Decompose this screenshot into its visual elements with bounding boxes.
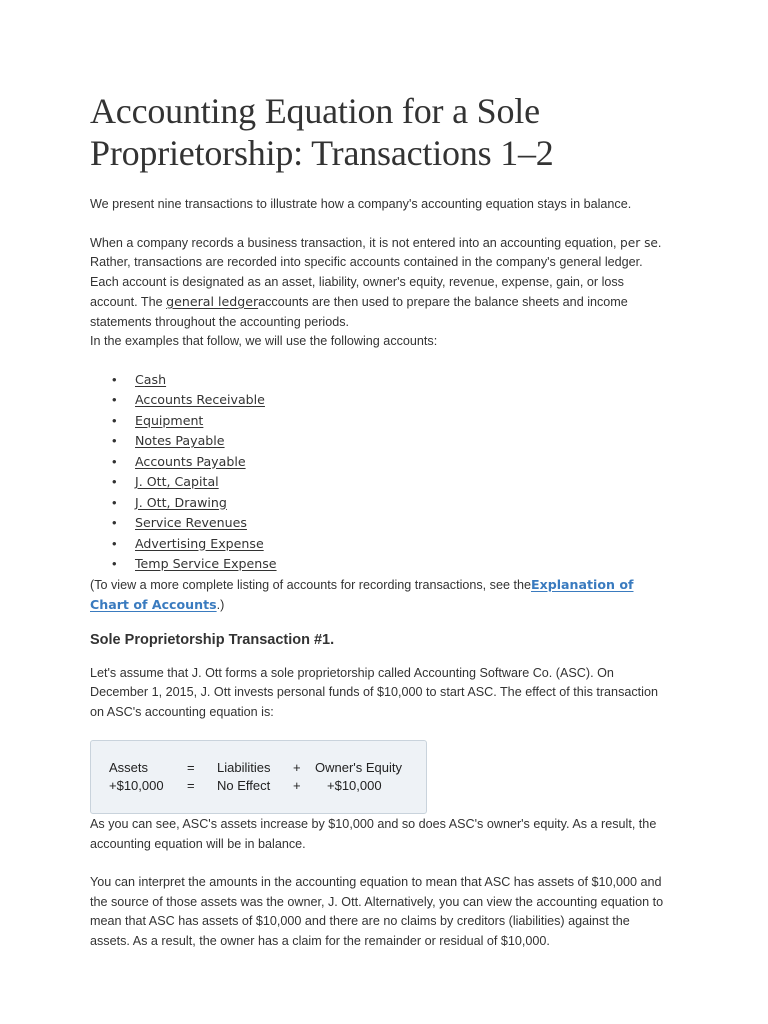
equation-equals-sign: =: [187, 760, 195, 775]
per-se-text: per se: [619, 235, 658, 250]
account-link-accounts-payable[interactable]: Accounts Payable: [135, 453, 246, 469]
list-item: [90, 472, 672, 493]
examples-intro: In the examples that follow, we will use the following accounts:: [90, 334, 438, 348]
list-item: [90, 411, 672, 432]
bullet: •: [112, 494, 117, 510]
ledger-text-2: . Rather, transactions are recorded into specific accounts contained in the company's general ledger. Each account is designated as an asset, liability, owner's equity, revenue, expense, gain, or loss account. The: [90, 235, 662, 309]
page-title: Accounting Equation for a Sole Proprietorship: Transactions 1–2: [90, 91, 554, 173]
view-more-close: .): [216, 598, 225, 612]
account-link-notes-payable[interactable]: Notes Payable: [135, 433, 225, 448]
transaction-1-heading: Sole Proprietorship Transaction #1.: [90, 631, 335, 648]
equation-plus-sign: +: [293, 760, 301, 775]
bullet: •: [112, 371, 117, 387]
equation-liabilities-label: Liabilities: [217, 760, 271, 775]
list-item: [90, 534, 672, 555]
list-item: [90, 390, 672, 411]
account-link-cash[interactable]: Cash: [135, 371, 167, 387]
account-link-temp-service-expense[interactable]: Temp Service Expense: [135, 556, 277, 571]
view-more-paragraph: [90, 575, 672, 616]
list-item: [90, 431, 672, 452]
bullet: •: [112, 453, 117, 469]
ledger-text-3: accounts are then used to prepare the balance sheets and income statements throughout the accounting periods.: [90, 295, 628, 329]
ledger-paragraph: [90, 234, 672, 333]
accounting-equation-box: [90, 740, 427, 814]
account-link-accounts-receivable[interactable]: Accounts Receivable: [135, 392, 265, 407]
account-link-advertising-expense[interactable]: Advertising Expense: [135, 535, 264, 551]
account-link-service-revenues[interactable]: Service Revenues: [135, 515, 247, 530]
equation-owners-equity-value: +$10,000: [327, 778, 382, 793]
bullet: •: [112, 474, 117, 489]
transaction-1-description: Let's assume that J. Ott forms a sole proprietorship called Accounting Software Co. (ASC). On December 1, 2015, J. Ott invests personal funds of $10,000 to start ASC. The effect of this transaction on ASC's accounting equation is:: [90, 665, 658, 719]
transaction-1-result: As you can see, ASC's assets increase by $10,000 and so does ASC's owner's equity. As a result, the accounting equation will be in balance.: [90, 817, 657, 851]
list-item: [90, 513, 672, 534]
intro-paragraph: We present nine transactions to illustrate how a company's accounting equation stays in balance.: [90, 197, 632, 211]
bullet: •: [112, 433, 117, 448]
list-item: [90, 452, 672, 473]
equation-liabilities-value: No Effect: [217, 778, 271, 793]
account-link-equipment[interactable]: Equipment: [135, 412, 204, 428]
equation-plus-sign: +: [293, 778, 301, 793]
view-more-text: (To view a more complete listing of accounts for recording transactions, see the: [90, 577, 531, 592]
equation-equals-sign: =: [187, 778, 195, 793]
account-link-capital[interactable]: J. Ott, Capital: [135, 474, 219, 489]
transaction-1-interpretation: You can interpret the amounts in the accounting equation to mean that ASC has assets of $10,000 and the source of those assets was the owner, J. Ott. Alternatively, you can view the accounting equation to mean that ASC has assets of $10,000 and there are no claims by creditors (liabilities) against the assets. As a result, the owner has a claim for the remainder or residual of $10,000.: [90, 875, 664, 948]
bullet: •: [112, 556, 117, 571]
bullet: •: [112, 535, 117, 551]
list-item: [90, 370, 672, 391]
bullet: •: [112, 412, 117, 428]
equation-assets-label: Assets: [109, 760, 149, 775]
equation-assets-value: +$10,000: [109, 778, 164, 793]
equation-owners-equity-label: Owner's Equity: [315, 760, 403, 775]
accounts-list: [90, 370, 672, 575]
list-item: [90, 493, 672, 514]
bullet: •: [112, 392, 117, 407]
article: [90, 90, 672, 951]
general-ledger-link[interactable]: general ledger: [166, 294, 259, 309]
ledger-text-1: When a company records a business transaction, it is not entered into an accounting equation,: [90, 235, 620, 250]
account-link-drawing[interactable]: J. Ott, Drawing: [135, 494, 227, 510]
chart-of-accounts-link[interactable]: Explanation of Chart of Accounts: [90, 576, 634, 612]
bullet: •: [112, 515, 117, 530]
list-item: [90, 554, 672, 575]
